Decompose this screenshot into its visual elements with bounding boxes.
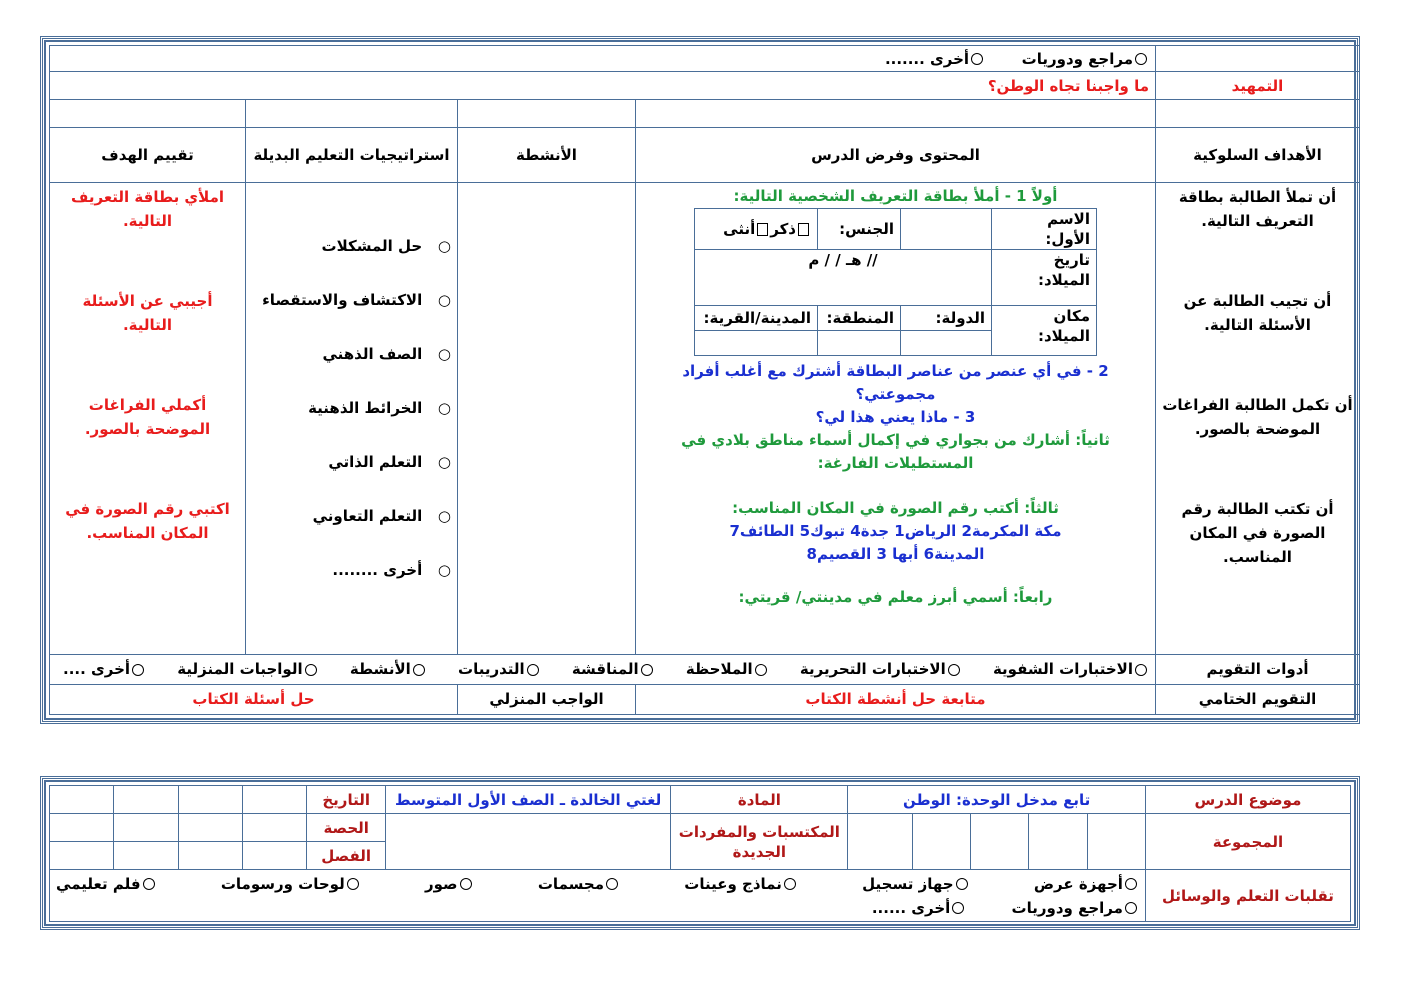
class-label: الفصل <box>307 842 385 870</box>
learning-tool-label: مجسمات <box>537 874 604 893</box>
lesson-info-table <box>49 785 1351 922</box>
vocab-cell[interactable] <box>385 814 671 870</box>
card-empty <box>901 330 992 355</box>
group-cell[interactable] <box>971 814 1029 870</box>
strategy-label: التعلم التعاوني <box>312 506 423 525</box>
class-cell[interactable] <box>114 842 178 870</box>
eval-item: أكملي الفراغات الموضحة بالصور. <box>84 395 211 438</box>
card-country: الدولة: <box>901 305 992 330</box>
radio-icon[interactable] <box>952 902 964 914</box>
card-city: المدينة/القرية: <box>695 305 818 330</box>
activities-column <box>458 182 636 654</box>
radio-icon[interactable] <box>305 664 317 676</box>
tool-option[interactable] <box>993 660 1149 678</box>
strategy-item: ○ حل المشكلات <box>321 236 451 255</box>
learning-tools-row <box>56 872 1139 896</box>
radio-icon[interactable] <box>784 878 796 890</box>
lesson-plan-table <box>49 45 1360 715</box>
goal-item: أن تملأ الطالبة بطاقة التعريف التالية. <box>1178 187 1337 230</box>
period-cell[interactable] <box>50 814 114 842</box>
topic-value: تابع مدخل الوحدة: الوطن <box>848 786 1146 814</box>
tool-label: الاختبارات الشفوية <box>992 660 1133 679</box>
header-activities: الأنشطة <box>458 128 636 182</box>
final-activity: متابعة حل أنشطة الكتاب <box>636 684 1156 714</box>
card-first-name: الاسم الأول: <box>992 208 1097 249</box>
radio-icon[interactable] <box>143 878 155 890</box>
card-gender: الجنس: <box>818 208 901 249</box>
learning-tool-option[interactable] <box>538 872 620 896</box>
header-strategies: استراتيجيات التعليم البديلة <box>246 128 458 182</box>
id-card <box>694 208 1097 356</box>
tools-label: أدوات التقويم <box>1156 654 1360 684</box>
empty-cell <box>50 100 246 128</box>
intro-label: التمهيد <box>1156 72 1360 100</box>
tool-label: أخرى .... <box>63 660 131 679</box>
empty-cell <box>246 100 458 128</box>
strategies-column <box>246 182 458 654</box>
group-cell[interactable] <box>1029 814 1087 870</box>
tool-option[interactable] <box>458 660 541 678</box>
date-cell[interactable] <box>178 786 242 814</box>
radio-icon[interactable] <box>460 878 472 890</box>
tool-option[interactable] <box>572 660 655 678</box>
tool-label: المناقشة <box>571 660 639 679</box>
tool-label: الملاحظة <box>685 660 753 679</box>
card-date-format: // هـ / / م <box>695 249 992 305</box>
radio-icon[interactable] <box>1125 878 1137 890</box>
learning-tool-label: فلم تعليمي <box>56 874 141 893</box>
strategy-label: حل المشكلات <box>321 236 423 255</box>
card-empty <box>695 330 818 355</box>
subject-value: لغتي الخالدة ـ الصف الأول المتوسط <box>385 786 671 814</box>
goal-item: أن تكتب الطالبة رقم الصورة في المكان المناسب. <box>1181 499 1334 566</box>
learning-tool-label: أخرى ...... <box>871 898 951 917</box>
radio-icon[interactable] <box>413 664 425 676</box>
period-cell[interactable] <box>114 814 178 842</box>
topic-label: موضوع الدرس <box>1145 786 1350 814</box>
content-q3: 3 - ماذا يعني هذا لي؟ <box>815 407 976 426</box>
card-gender-options <box>695 208 818 249</box>
homework-value: حل أسئلة الكتاب <box>50 684 458 714</box>
card-empty <box>818 330 901 355</box>
card-birth-date: تاريخ الميلاد: <box>992 249 1097 305</box>
vocab-label: المكتسبات والمفردات الجديدة <box>671 814 848 870</box>
radio-icon[interactable] <box>606 878 618 890</box>
radio-icon[interactable] <box>956 878 968 890</box>
radio-icon[interactable] <box>971 53 983 65</box>
date-cell[interactable] <box>114 786 178 814</box>
resources-option-other: أخرى ....... <box>884 49 970 68</box>
strategy-label: الخرائط الذهنية <box>308 398 423 417</box>
strategy-label: التعلم الذاتي <box>328 452 423 471</box>
eval-item: أجيبي عن الأسئلة التالية. <box>82 291 213 334</box>
subject-label: المادة <box>671 786 848 814</box>
group-cell[interactable] <box>1087 814 1145 870</box>
learning-tool-label: لوحات ورسومات <box>220 874 345 893</box>
tool-option[interactable] <box>800 660 962 678</box>
strategy-item: ○ التعلم الذاتي <box>328 452 451 471</box>
eval-item: املأي بطاقة التعريف التالية. <box>71 187 224 230</box>
checkbox-icon[interactable] <box>757 223 768 236</box>
content-first-title: أولاً 1 - أملأ بطاقة التعريف الشخصية التالية: <box>733 186 1058 205</box>
radio-icon[interactable] <box>347 878 359 890</box>
learning-tool-label: مراجع ودوريات <box>1011 898 1123 917</box>
radio-icon[interactable] <box>527 664 539 676</box>
learning-tool-option[interactable] <box>221 872 361 896</box>
learning-tool-label: أجهزة عرض <box>1033 874 1123 893</box>
lesson-info-frame <box>40 776 1360 930</box>
empty-cell <box>636 100 1156 128</box>
radio-icon[interactable] <box>1135 664 1147 676</box>
radio-icon[interactable] <box>755 664 767 676</box>
header-evaluation: تقييم الهدف <box>50 128 246 182</box>
intro-question: ما واجبنا تجاه الوطن؟ <box>50 72 1156 100</box>
evaluation-column <box>50 182 246 654</box>
gender-female: أنثى <box>723 219 756 238</box>
strategy-label: الصف الذهني <box>322 344 423 363</box>
period-cell[interactable] <box>243 814 307 842</box>
learning-tools-label: تقلبات التعلم والوسائل <box>1145 870 1350 922</box>
class-cell[interactable] <box>243 842 307 870</box>
tools-options <box>50 654 1156 684</box>
learning-tool-label: جهاز تسجيل <box>862 874 954 893</box>
card-region: المنطقة: <box>818 305 901 330</box>
resources-options <box>50 46 1156 72</box>
tool-label: الاختبارات التحريرية <box>799 660 946 679</box>
header-content: المحتوى وفرض الدرس <box>636 128 1156 182</box>
learning-tool-option[interactable] <box>1012 899 1139 917</box>
group-cell[interactable] <box>912 814 970 870</box>
date-cell[interactable] <box>50 786 114 814</box>
empty-cell <box>1156 100 1360 128</box>
header-goals: الأهداف السلوكية <box>1156 128 1360 182</box>
class-cell[interactable] <box>178 842 242 870</box>
homework-label: الواجب المنزلي <box>458 684 636 714</box>
content-second: ثانياً: أشارك من بجواري في إكمال أسماء مناطق بلادي في المستطيلات الفارغة: <box>681 430 1110 472</box>
tool-option[interactable] <box>686 660 769 678</box>
card-birth-place: مكان الميلاد: <box>992 305 1097 355</box>
content-cities-1: مكة المكرمة2 الرياض1 جدة4 تبوك5 الطائف7 <box>729 521 1062 540</box>
content-column <box>636 182 1156 654</box>
learning-tool-option[interactable] <box>1034 872 1139 896</box>
final-label: التقويم الختامي <box>1156 684 1360 714</box>
learning-tool-option[interactable] <box>684 872 798 896</box>
goal-item: أن تجيب الطالبة عن الأسئلة التالية. <box>1183 291 1332 334</box>
resources-label-cell <box>1156 46 1360 72</box>
content-third-title: ثالثاً: أكتب رقم الصورة في المكان المناسب: <box>732 498 1059 517</box>
learning-tool-option[interactable] <box>872 899 966 917</box>
learning-tool-option[interactable] <box>56 872 157 896</box>
goals-column <box>1156 182 1360 654</box>
strategy-item: ○ التعلم التعاوني <box>312 506 451 525</box>
gender-male: ذكر <box>770 219 796 238</box>
content-q2: 2 - في أي عنصر من عناصر البطاقة أشترك مع أغلب أفراد مجموعتي؟ <box>682 361 1109 403</box>
content-fourth: رابعاً: أسمي أبرز معلم في مدينتي/ قريتي: <box>738 587 1053 606</box>
tool-option[interactable] <box>177 660 318 678</box>
learning-tools-options <box>50 870 1146 922</box>
strategy-item: ○ الصف الذهني <box>322 344 451 363</box>
card-empty <box>901 208 992 249</box>
strategy-label: الاكتشاف والاستقصاء <box>262 290 423 309</box>
strategy-item: ○ الخرائط الذهنية <box>308 398 451 417</box>
empty-cell <box>458 100 636 128</box>
radio-icon[interactable] <box>132 664 144 676</box>
date-cell[interactable] <box>243 786 307 814</box>
strategy-item: ○ أخرى ........ <box>332 560 451 579</box>
learning-tool-option[interactable] <box>862 872 969 896</box>
class-cell[interactable] <box>50 842 114 870</box>
radio-icon[interactable] <box>641 664 653 676</box>
learning-tool-label: نماذج وعينات <box>684 874 782 893</box>
strategies-list <box>252 235 451 613</box>
tool-option[interactable] <box>350 660 427 678</box>
radio-icon[interactable] <box>1135 53 1147 65</box>
tool-label: الأنشطة <box>349 660 411 679</box>
tool-option[interactable] <box>63 660 146 678</box>
group-cell[interactable] <box>848 814 912 870</box>
resources-option-refs: مراجع ودوريات <box>1021 49 1133 68</box>
strategy-item: ○ الاكتشاف والاستقصاء <box>262 290 451 309</box>
tool-label: التدريبات <box>458 660 525 679</box>
lesson-plan-frame <box>40 36 1360 724</box>
eval-item: اكتبي رقم الصورة في المكان المناسب. <box>65 499 230 542</box>
goal-item: أن تكمل الطالبة الفراغات الموضحة بالصور. <box>1162 395 1353 438</box>
learning-tools-row-2 <box>56 896 1139 920</box>
checkbox-icon[interactable] <box>798 223 809 236</box>
date-label: التاريخ <box>307 786 385 814</box>
content-cities-2: المدينة6 أبها 3 القصيم8 <box>806 544 985 563</box>
radio-icon[interactable] <box>1125 902 1137 914</box>
learning-tool-option[interactable] <box>425 872 474 896</box>
period-cell[interactable] <box>178 814 242 842</box>
tool-label: الواجبات المنزلية <box>177 660 303 679</box>
strategy-label: أخرى ........ <box>332 560 423 579</box>
period-label: الحصة <box>307 814 385 842</box>
learning-tool-label: صور <box>425 874 458 893</box>
radio-icon[interactable] <box>948 664 960 676</box>
group-label: المجموعة <box>1145 814 1350 870</box>
